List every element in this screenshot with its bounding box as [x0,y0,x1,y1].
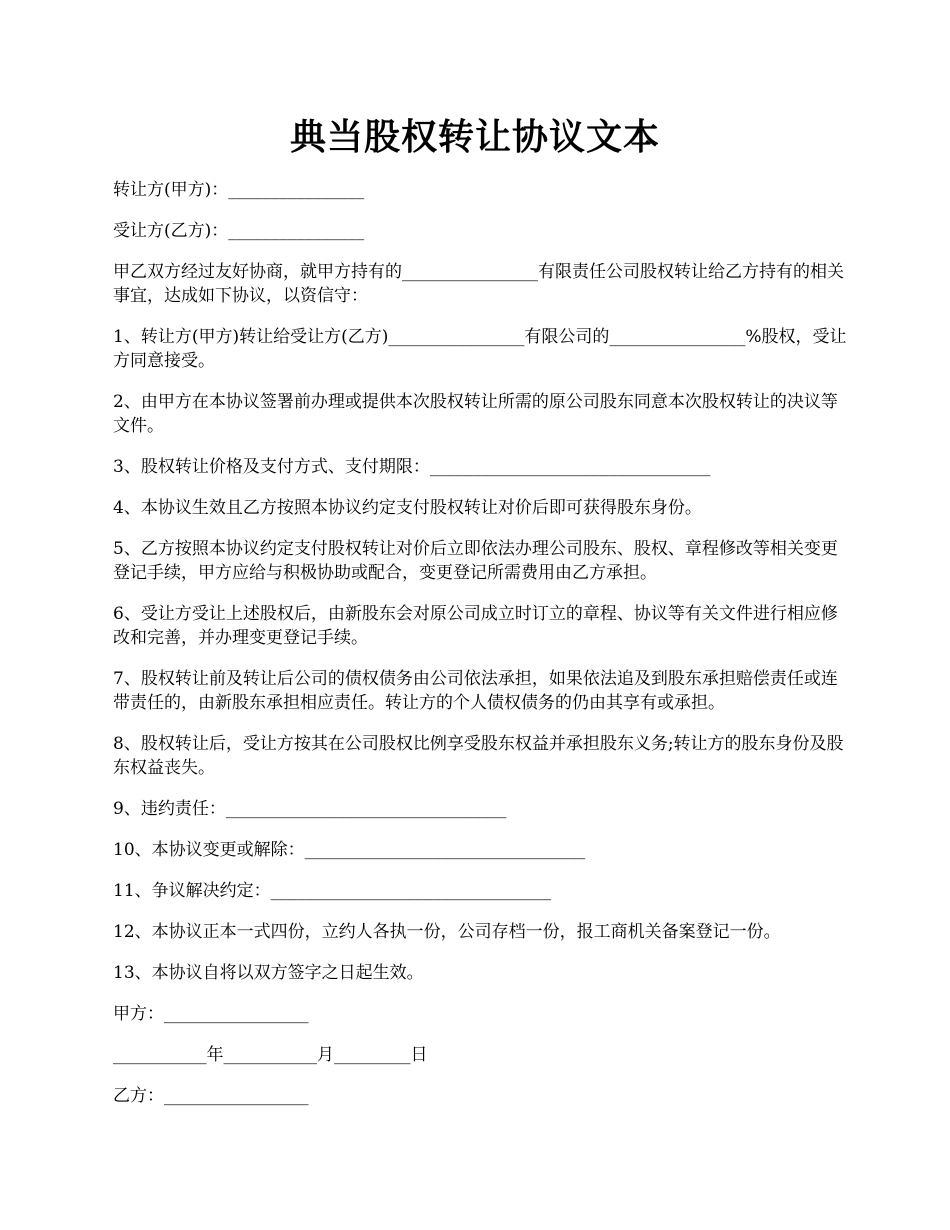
party-a-signature: 甲方：_________________ [113,1004,309,1024]
clause-1: 1、转让方(甲方)转让给受让方(乙方)________________有限公司的________________%股权，受让方同意接受。 [113,327,847,371]
clause-13: 13、本协议自将以双方签字之日起生效。 [113,963,424,983]
clause-5: 5、乙方按照本协议约定支付股权转让对价后立即依法办理公司股东、股权、章程修改等相关变更登记手续，甲方应给与积极协助或配合，变更登记所需费用由乙方承担。 [113,539,838,583]
transferee-line: 受让方(乙方)：________________ [113,221,365,241]
clause-2: 2、由甲方在本协议签署前办理或提供本次股权转让所需的原公司股东同意本次股权转让的决议等文件。 [113,392,838,436]
clause-3: 3、股权转让价格及支付方式、支付期限：_________________________________ [113,457,711,477]
transferor-line: 转让方(甲方)：________________ [113,180,365,200]
document-title: 典当股权转让协议文本 [289,116,660,158]
clause-4: 4、本协议生效且乙方按照本协议约定支付股权转让对价后即可获得股东身份。 [113,498,702,518]
clause-7: 7、股权转让前及转让后公司的债权债务由公司依法承担，如果依法追及到股东承担赔偿责任或连带责任的，由新股东承担相应责任。转让方的个人债权债务的仍由其享有或承担。 [113,669,838,713]
preamble-paragraph: 甲乙双方经过友好协商，就甲方持有的________________有限责任公司股权转让给乙方持有的相关事宜，达成如下协议，以资信守： [113,262,844,306]
document-body [113,178,853,1125]
clause-10: 10、本协议变更或解除：_________________________________ [113,840,586,860]
date-line: ___________年___________月_________日 [113,1045,428,1065]
clause-9: 9、违约责任：_________________________________ [113,799,507,819]
clause-6: 6、受让方受让上述股权后，由新股东会对原公司成立时订立的章程、协议等有关文件进行相应修改和完善，并办理变更登记手续。 [113,604,838,648]
clause-11: 11、争议解决约定：_________________________________ [113,881,552,901]
clause-8: 8、股权转让后，受让方按其在公司股权比例享受股东权益并承担股东义务;转让方的股东身份及股东权益丧失。 [113,734,844,778]
clause-12: 12、本协议正本一式四份，立约人各执一份，公司存档一份，报工商机关备案登记一份。 [113,922,781,942]
party-b-signature: 乙方：_________________ [113,1086,309,1106]
